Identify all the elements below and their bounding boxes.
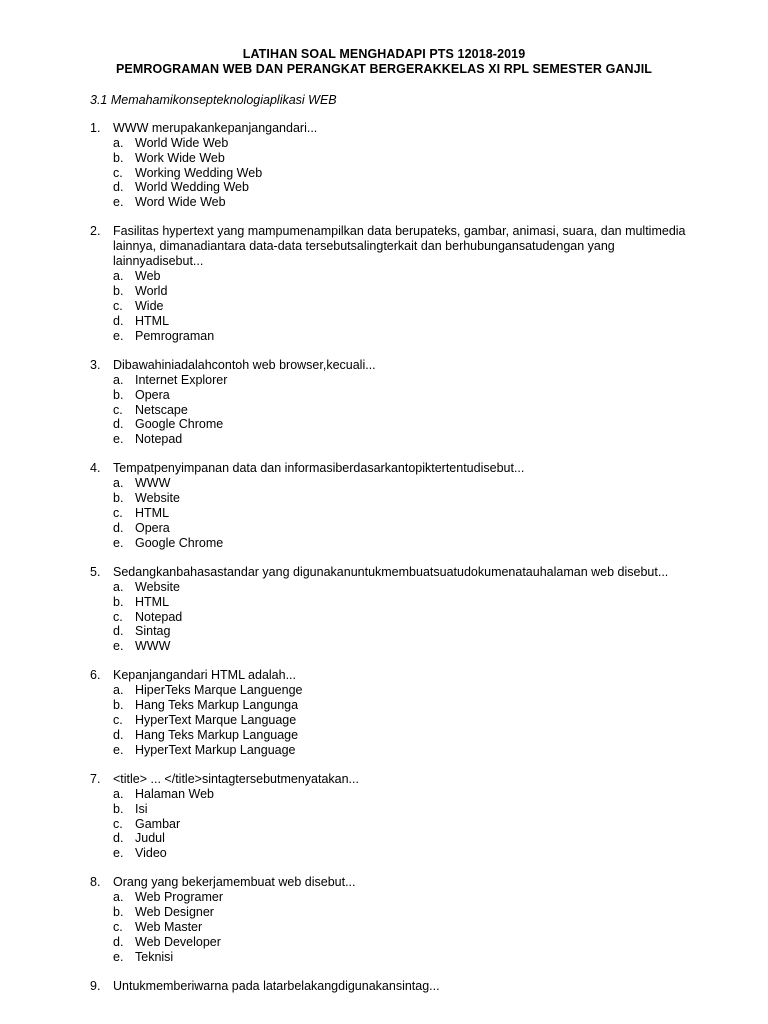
question-text: Tempatpenyimpanan data dan informasiberdasarkantopiktertentudisebut... xyxy=(113,461,525,476)
answer-option xyxy=(113,743,690,758)
answer-option xyxy=(113,905,690,920)
option-text: Web Programer xyxy=(135,890,223,905)
answer-option xyxy=(113,136,690,151)
answer-option xyxy=(113,817,690,832)
question-text: Untukmemberiwarna pada latarbelakangdigunakansintag... xyxy=(113,978,440,993)
question-list xyxy=(90,121,690,994)
option-letter: c. xyxy=(113,713,123,728)
answer-options xyxy=(90,580,690,654)
option-text: Isi xyxy=(135,801,148,816)
question-item xyxy=(90,979,690,994)
option-letter: c. xyxy=(113,816,123,831)
question-stem xyxy=(90,565,690,580)
answer-option xyxy=(113,329,690,344)
option-text: Hang Teks Markup Language xyxy=(135,727,299,742)
option-letter: c. xyxy=(113,299,123,314)
option-text: Web Developer xyxy=(135,934,221,949)
option-letter: d. xyxy=(113,727,124,742)
option-letter: d. xyxy=(113,313,124,328)
option-letter: a. xyxy=(113,683,124,698)
option-text: WWW xyxy=(135,639,171,654)
question-text: Fasilitas hypertext yang mampumenampilkan data berupateks, gambar, animasi, suara, dan multimedia lainnya, dimanadiantara data-data tersebutsalingterkait dan berhubungansatudengan yang lainnyadisebut... xyxy=(113,224,686,269)
question-item xyxy=(90,565,690,654)
option-text: World xyxy=(135,284,168,299)
option-text: Video xyxy=(135,846,167,861)
question-number: 8. xyxy=(90,875,101,890)
option-text: HiperTeks Marque Languenge xyxy=(135,683,303,698)
question-number: 6. xyxy=(90,668,101,683)
answer-option xyxy=(113,403,690,418)
question-text: WWW merupakankepanjangandari... xyxy=(113,121,318,135)
answer-option xyxy=(113,506,690,521)
option-text: Hang Teks Markup Langunga xyxy=(135,698,299,713)
question-text: Orang yang bekerjamembuat web disebut... xyxy=(113,875,356,890)
answer-options xyxy=(90,269,690,343)
option-letter: a. xyxy=(113,579,124,594)
option-letter: c. xyxy=(113,919,123,934)
option-text: Halaman Web xyxy=(135,786,214,801)
question-item xyxy=(90,224,690,343)
option-letter: d. xyxy=(113,831,124,846)
option-text: HTML xyxy=(135,506,170,521)
option-letter: a. xyxy=(113,476,124,491)
answer-option xyxy=(113,610,690,625)
question-number: 4. xyxy=(90,461,101,476)
answer-option xyxy=(113,180,690,195)
answer-option xyxy=(113,846,690,861)
answer-option xyxy=(113,639,690,654)
option-letter: b. xyxy=(113,491,124,506)
option-text: Google Chrome xyxy=(135,417,224,432)
option-letter: c. xyxy=(113,165,123,180)
option-text: Teknisi xyxy=(135,949,174,964)
question-number: 7. xyxy=(90,771,101,786)
option-letter: a. xyxy=(113,890,124,905)
option-text: Judul xyxy=(135,831,165,846)
option-letter: d. xyxy=(113,520,124,535)
answer-option xyxy=(113,314,690,329)
question-item xyxy=(90,461,690,550)
question-item xyxy=(90,668,690,757)
option-text: Opera xyxy=(135,387,170,402)
question-stem xyxy=(90,461,690,476)
answer-option xyxy=(113,269,690,284)
option-letter: b. xyxy=(113,387,124,402)
option-text: Notepad xyxy=(135,432,183,447)
answer-option xyxy=(113,831,690,846)
question-number: 3. xyxy=(90,357,101,372)
question-text: Kepanjangandari HTML adalah... xyxy=(113,668,296,683)
option-text: HTML xyxy=(135,594,170,609)
option-letter: c. xyxy=(113,402,123,417)
question-stem xyxy=(90,875,690,890)
option-letter: d. xyxy=(113,417,124,432)
option-letter: d. xyxy=(113,934,124,949)
question-text: Sedangkanbahasastandar yang digunakanuntukmembuatsuatudokumenatauhalaman web disebut... xyxy=(113,564,669,579)
option-letter: b. xyxy=(113,801,124,816)
answer-option xyxy=(113,284,690,299)
option-text: Web Designer xyxy=(135,905,214,920)
question-number: 1. xyxy=(90,121,101,135)
answer-option xyxy=(113,491,690,506)
question-text: Dibawahiniadalahcontoh web browser,kecuali... xyxy=(113,357,376,372)
document-subtitle: PEMROGRAMAN WEB DAN PERANGKAT BERGERAKKELAS XI RPL SEMESTER GANJIL xyxy=(115,62,653,76)
option-text: World Wedding Web xyxy=(135,180,249,195)
option-text: Notepad xyxy=(135,609,183,624)
answer-option xyxy=(113,195,690,210)
question-item xyxy=(90,772,690,861)
answer-option xyxy=(113,890,690,905)
answer-option xyxy=(113,151,690,166)
question-stem xyxy=(90,668,690,683)
option-text: Word Wide Web xyxy=(135,195,226,210)
option-letter: b. xyxy=(113,698,124,713)
answer-option xyxy=(113,476,690,491)
option-text: Sintag xyxy=(135,624,171,639)
option-letter: e. xyxy=(113,535,124,550)
option-letter: e. xyxy=(113,949,124,964)
option-letter: b. xyxy=(113,150,124,165)
answer-options xyxy=(90,476,690,550)
option-letter: c. xyxy=(113,506,123,521)
option-letter: a. xyxy=(113,786,124,801)
answer-option xyxy=(113,624,690,639)
option-letter: e. xyxy=(113,328,124,343)
option-letter: a. xyxy=(113,372,124,387)
answer-options xyxy=(90,373,690,447)
answer-option xyxy=(113,713,690,728)
question-number: 2. xyxy=(90,224,101,239)
option-text: Opera xyxy=(135,520,170,535)
answer-option xyxy=(113,787,690,802)
question-stem xyxy=(90,772,690,787)
option-letter: b. xyxy=(113,905,124,920)
answer-options xyxy=(90,683,690,757)
answer-option xyxy=(113,950,690,965)
answer-option xyxy=(113,166,690,181)
option-text: Gambar xyxy=(135,816,181,831)
answer-option xyxy=(113,432,690,447)
option-text: Wide xyxy=(135,299,164,314)
answer-option xyxy=(113,595,690,610)
answer-option xyxy=(113,580,690,595)
option-text: Working Wedding Web xyxy=(135,165,263,180)
option-text: Web xyxy=(135,269,161,284)
option-text: Internet Explorer xyxy=(135,372,228,387)
option-text: WWW xyxy=(135,476,171,491)
answer-option xyxy=(113,388,690,403)
option-letter: b. xyxy=(113,284,124,299)
option-text: HyperText Marque Language xyxy=(135,713,297,728)
answer-option xyxy=(113,417,690,432)
option-letter: d. xyxy=(113,624,124,639)
answer-option xyxy=(113,299,690,314)
section-heading: 3.1 Memahamikonsepteknologiaplikasi WEB xyxy=(90,93,337,107)
answer-options xyxy=(90,787,690,861)
option-letter: e. xyxy=(113,639,124,654)
answer-option xyxy=(113,683,690,698)
option-letter: a. xyxy=(113,269,124,284)
answer-option xyxy=(113,536,690,551)
document-title: LATIHAN SOAL MENGHADAPI PTS 12018-2019 xyxy=(242,47,526,61)
answer-option xyxy=(113,935,690,950)
option-text: Netscape xyxy=(135,402,188,417)
option-text: Pemrograman xyxy=(135,328,215,343)
option-text: Website xyxy=(135,579,180,594)
answer-option xyxy=(113,920,690,935)
option-text: HTML xyxy=(135,313,170,328)
question-number: 5. xyxy=(90,564,101,579)
option-text: Google Chrome xyxy=(135,535,224,550)
option-letter: a. xyxy=(113,136,124,150)
option-letter: b. xyxy=(113,594,124,609)
answer-option xyxy=(113,802,690,817)
answer-option xyxy=(113,698,690,713)
question-item xyxy=(90,358,690,447)
option-letter: e. xyxy=(113,195,124,210)
question-item xyxy=(90,875,690,964)
question-number: 9. xyxy=(90,978,101,993)
option-letter: e. xyxy=(113,432,124,447)
option-text: Web Master xyxy=(135,919,203,934)
option-text: World Wide Web xyxy=(135,136,229,150)
answer-option xyxy=(113,728,690,743)
answer-options xyxy=(90,890,690,964)
option-text: Work Wide Web xyxy=(135,150,225,165)
question-stem xyxy=(90,224,690,269)
question-item xyxy=(90,121,690,210)
question-text: <title> ... </title>sintagtersebutmenyatakan... xyxy=(113,771,359,786)
question-stem xyxy=(90,358,690,373)
answer-options xyxy=(90,136,690,210)
option-letter: e. xyxy=(113,742,124,757)
question-stem xyxy=(90,121,690,136)
option-text: Website xyxy=(135,491,180,506)
option-letter: e. xyxy=(113,846,124,861)
option-letter: c. xyxy=(113,609,123,624)
option-text: HyperText Markup Language xyxy=(135,742,296,757)
answer-option xyxy=(113,373,690,388)
option-letter: d. xyxy=(113,180,124,195)
question-stem xyxy=(90,979,690,994)
answer-option xyxy=(113,521,690,536)
